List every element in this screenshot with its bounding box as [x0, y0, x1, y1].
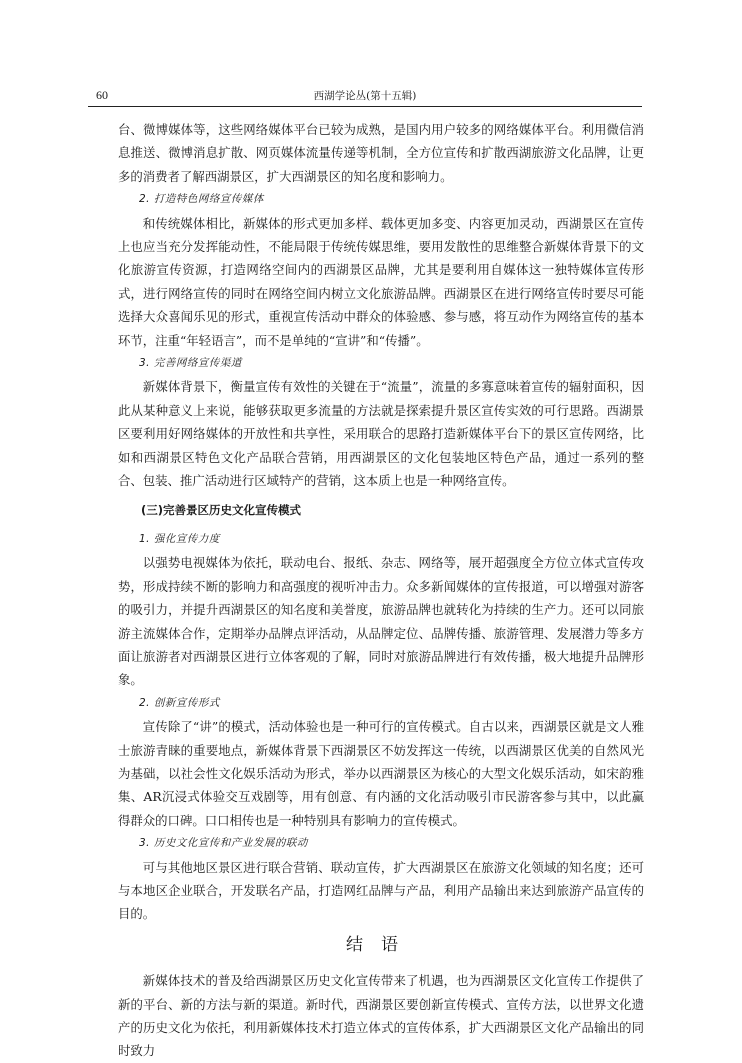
paragraph: 宣传除了“讲”的模式，活动体验也是一种可行的宣传模式。自古以来，西湖景区就是文人雅士旅游青睐的重要地点，新媒体背景下西湖景区不妨发挥这一传统，以西湖景区优美的自然风光为基础，以社会性文化娱乐活动为形式，举办以西湖景区为核心的大型文化娱乐活动，如宋韵雅集、AR沉浸式体验交互戏剧等，用有创意、有内涵的文化活动吸引市民游客参与其中，以此赢得群众的口碑。口口相传也是一种特别具有影响力的宣传模式。 — [118, 719, 644, 828]
page-number: 60 — [96, 88, 108, 102]
journal-title: 西湖学论丛(第十五辑) — [313, 90, 417, 102]
paragraph: 新媒体技术的普及给西湖景区历史文化宣传带来了机遇，也为西湖景区文化宣传工作提供了新的平台、新的方法与新的渠道。新时代，西湖景区要创新宣传模式、宣传方法，以世界文化遗产的历史文化为依托，利用新媒体技术打造立体式的宣传体系，扩大西湖景区文化产品输出的同时致力 — [118, 973, 644, 1059]
paragraph: 新媒体背景下，衡量宣传有效性的关键在于“流量”，流量的多寡意味着宣传的辐射面积，因此从某种意义上来说，能够获取更多流量的方法就是探索提升景区宣传实效的可行思路。西湖景区要利用好网络媒体的开放性和共享性，采用联合的思路打造新媒体平台下的景区宣传网络，比如和西湖景区特色文化产品联合营销，用西湖景区的文化包装地区特色产品，通过一系列的整合、包装、推广活动进行区域特产的营销，这本质上也是一种网络宣传。 — [118, 379, 644, 489]
conclusion-heading: 结语 — [346, 934, 416, 955]
subsection-heading: 1. 强化宣传力度 — [139, 532, 220, 545]
paragraph: 和传统媒体相比，新媒体的形式更加多样、载体更加多变、内容更加灵动，西湖景区在宣传上也应当充分发挥能动性，不能局限于传统传媒思维，要用发散性的思维整合新媒体背景下的文化旅游宣传资源，打造网络空间内的西湖景区品牌，尤其是要利用自媒体这一独特媒体宣传形式，进行网络宣传的同时在网络空间内树立文化旅游品牌。西湖景区在进行网络宣传时要尽可能选择大众喜闻乐见的形式，重视宣传活动中群众的体验感、参与感，将互动作为网络宣传的基本环节，注重“年轻语言”，而不是单纯的“宣讲”和“传播”。 — [118, 215, 644, 348]
paragraph: 可与其他地区景区进行联合营销、联动宣传，扩大西湖景区在旅游文化领域的知名度；还可与本地区企业联合，开发联名产品，打造网红品牌与产品，利用产品输出来达到旅游产品宣传的目的。 — [118, 859, 644, 922]
paragraph: 台、微博媒体等，这些网络媒体平台已较为成熟，是国内用户较多的网络媒体平台。利用微信消息推送、微博消息扩散、网页媒体流量传递等机制，全方位宣传和扩散西湖旅游文化品牌，让更多的消费者了解西湖景区，扩大西湖景区的知名度和影响力。 — [118, 122, 644, 184]
section-heading: (三)完善景区历史文化宣传模式 — [141, 502, 302, 517]
subsection-heading: 3. 历史文化宣传和产业发展的联动 — [139, 837, 308, 850]
subsection-heading: 2. 创新宣传形式 — [139, 696, 220, 709]
paragraph: 以强势电视媒体为依托，联动电台、报纸、杂志、网络等，展开超强度全方位立体式宣传攻势，形成持续不断的影响力和高强度的视听冲击力。众多新闻媒体的宣传报道，可以增强对游客的吸引力，并提升西湖景区的知名度和美誉度，旅游品牌也就转化为持续的生产力。还可以同旅游主流媒体合作，定期举办品牌点评活动，从品牌定位、品牌传播、旅游管理、发展潜力等多方面让旅游者对西湖景区进行立体客观的了解，同时对旅游品牌进行有效传播，极大地提升品牌形象。 — [118, 555, 644, 688]
running-header — [88, 86, 642, 107]
subsection-heading: 3. 完善网络宣传渠道 — [139, 357, 242, 370]
article-body — [118, 118, 644, 1063]
subsection-heading: 2. 打造特色网络宣传媒体 — [139, 193, 264, 206]
